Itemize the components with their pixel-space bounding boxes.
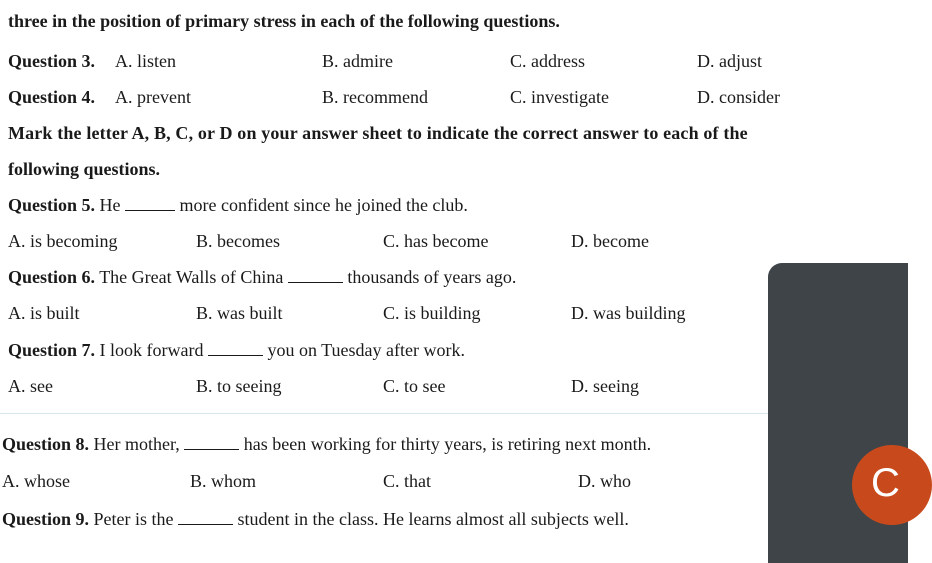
question-6-stem — [8, 266, 516, 288]
q8-text-pre: Her mother, — [89, 434, 185, 454]
instruction-tail: three in the position of primary stress in each of the following questions. — [8, 11, 560, 31]
q5-option-d[interactable]: D. become — [571, 231, 649, 251]
floating-action-button[interactable] — [852, 445, 932, 525]
q7-option-c[interactable]: C. to see — [383, 376, 446, 396]
instruction-line-2: following questions. — [8, 159, 161, 179]
q9-text-pre: Peter is the — [89, 509, 178, 529]
section-divider — [0, 413, 770, 414]
question-5-stem — [8, 194, 468, 216]
question-7-label: Question 7. — [8, 340, 96, 360]
q8-option-b[interactable]: B. whom — [190, 471, 257, 491]
q8-option-c[interactable]: C. that — [383, 471, 431, 491]
q9-text-post: student in the class. He learns almost all subjects well. — [233, 509, 629, 529]
q7-text-pre: I look forward — [95, 340, 208, 360]
q7-blank — [208, 339, 263, 356]
question-8-label: Question 8. — [2, 434, 90, 454]
q5-text-pre: He — [95, 195, 126, 215]
q5-blank — [125, 194, 175, 211]
q8-option-a[interactable]: A. whose — [2, 471, 70, 491]
q5-option-b[interactable]: B. becomes — [196, 231, 280, 251]
q9-blank — [178, 508, 233, 525]
instruction-line-1: Mark the letter A, B, C, or D on your answer sheet to indicate the correct answer to each of the — [8, 123, 748, 143]
q4-option-a[interactable]: A. prevent — [115, 87, 191, 107]
q3-option-d[interactable]: D. adjust — [697, 51, 762, 71]
question-9-label: Question 9. — [2, 509, 90, 529]
q5-text-post: more confident since he joined the club. — [175, 195, 468, 215]
q4-option-b[interactable]: B. recommend — [322, 87, 428, 107]
q6-text-post: thousands of years ago. — [342, 267, 517, 287]
q4-option-c[interactable]: C. investigate — [510, 87, 609, 107]
q7-text-post: you on Tuesday after work. — [262, 340, 465, 360]
q3-option-b[interactable]: B. admire — [322, 51, 393, 71]
q7-option-d[interactable]: D. seeing — [571, 376, 639, 396]
question-5-label: Question 5. — [8, 195, 96, 215]
q5-option-c[interactable]: C. has become — [383, 231, 489, 251]
q6-text-pre: The Great Walls of China — [95, 267, 288, 287]
q6-blank — [288, 266, 343, 283]
question-3: Question 3. — [8, 51, 96, 71]
q6-option-d[interactable]: D. was building — [571, 303, 686, 323]
q7-option-a[interactable]: A. see — [8, 376, 53, 396]
question-8-stem — [2, 433, 651, 455]
q8-option-d[interactable]: D. who — [578, 471, 631, 491]
question-4: Question 4. — [8, 87, 96, 107]
q6-option-b[interactable]: B. was built — [196, 303, 283, 323]
question-9-stem — [2, 508, 629, 530]
q6-option-c[interactable]: C. is building — [383, 303, 481, 323]
fab-glyph: C — [871, 461, 900, 505]
q5-option-a[interactable]: A. is becoming — [8, 231, 118, 251]
q8-blank — [184, 433, 239, 450]
q8-text-post: has been working for thirty years, is retiring next month. — [239, 434, 652, 454]
question-7-stem — [8, 339, 465, 361]
q6-option-a[interactable]: A. is built — [8, 303, 80, 323]
q3-option-c[interactable]: C. address — [510, 51, 585, 71]
q3-option-a[interactable]: A. listen — [115, 51, 176, 71]
question-6-label: Question 6. — [8, 267, 96, 287]
q7-option-b[interactable]: B. to seeing — [196, 376, 282, 396]
q4-option-d[interactable]: D. consider — [697, 87, 780, 107]
